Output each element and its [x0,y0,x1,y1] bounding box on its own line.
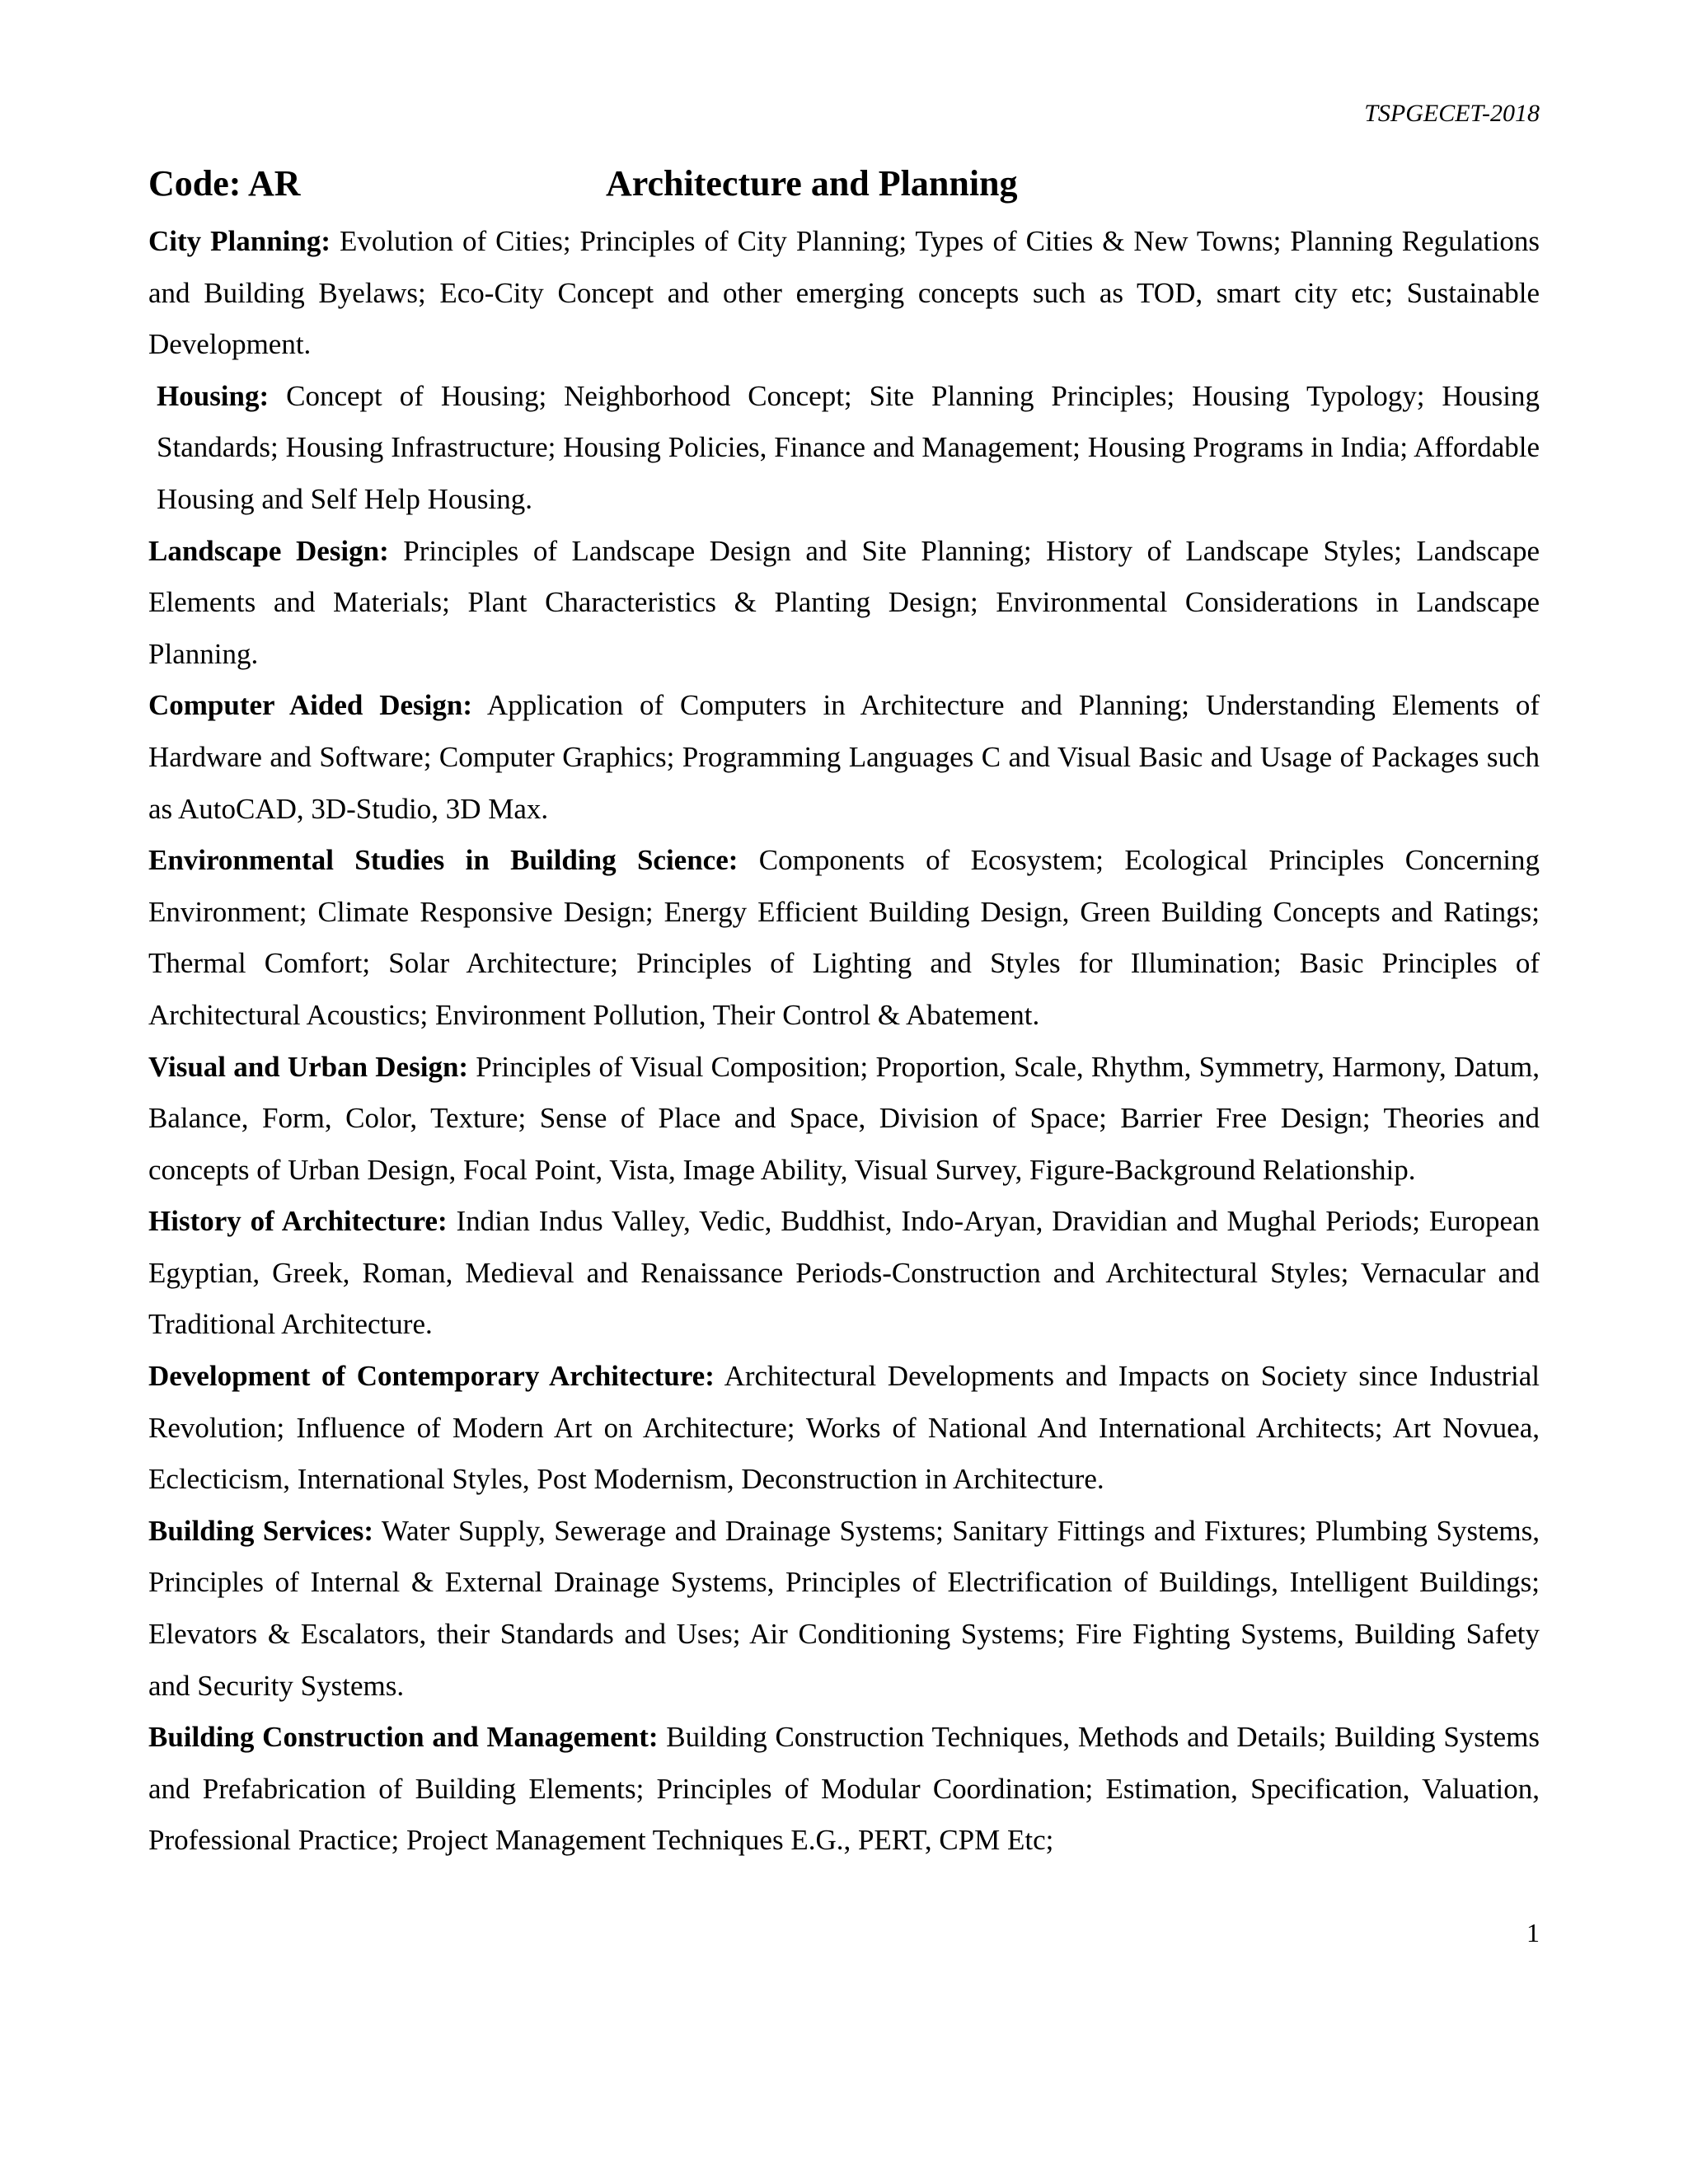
exam-code-header: TSPGECET-2018 [1364,100,1540,127]
section-title: Visual and Urban Design: [148,1050,469,1083]
section-text: Application of Computers in Architecture and Planning; Understanding Elements of Hardware and Software; Computer Graphics; Programming Languages C and Visual Basic and Usage of Packages such as AutoCAD, 3D-Studio, 3D Max. [148,689,1540,825]
syllabus-section-computer-aided-design [148,680,1540,835]
syllabus-section-building-construction [148,1712,1540,1867]
subject-code: Code: AR [148,163,301,204]
section-text: Evolution of Cities; Principles of City Planning; Types of Cities & New Towns; Planning Regulations and Building Byelaws; Eco-City Concept and other emerging concepts such as TOD, smart city etc; Sustainable Development. [148,225,1540,361]
section-text: Concept of Housing; Neighborhood Concept; Site Planning Principles; Housing Typology; Housing Standards; Housing Infrastructure; Housing Policies, Finance and Management; Housing Programs in India; Affordable Housing and Self Help Housing. [157,379,1540,515]
syllabus-content [148,216,1540,1867]
section-text: Building Construction Techniques, Methods and Details; Building Systems and Prefabrication of Building Elements; Principles of Modular Coordination; Estimation, Specification, Valuation, Professional Practice; Project Management Techniques E.G., PERT, CPM Etc; [148,1721,1540,1857]
section-text: Indian Indus Valley, Vedic, Buddhist, Indo-Aryan, Dravidian and Mughal Periods; European Egyptian, Greek, Roman, Medieval and Renaissance Periods-Construction and Architectural Styles; Vernacular and Traditional Architecture. [148,1205,1540,1341]
syllabus-section-housing [148,371,1540,526]
page-number: 1 [1526,1918,1540,1947]
subject-title: Architecture and Planning [606,163,1018,204]
syllabus-section-city-planning [148,216,1540,371]
section-text: Principles of Visual Composition; Proportion, Scale, Rhythm, Symmetry, Harmony, Datum, Balance, Form, Color, Texture; Sense of Place and Space, Division of Space; Barrier Free Design; Theories and concepts of Urban Design, Focal Point, Vista, Image Ability, Visual Survey, Figure-Background Relationship. [148,1050,1540,1186]
section-text: Components of Ecosystem; Ecological Principles Concerning Environment; Climate Responsive Design; Energy Efficient Building Design, Green Building Concepts and Ratings; Thermal Comfort; Solar Architecture; Principles of Lighting and Styles for Illumination; Basic Principles of Architectural Acoustics; Environment Pollution, Their Control & Abatement. [148,844,1540,1031]
section-title: Building Construction and Management: [148,1721,659,1754]
section-title: Building Services: [148,1514,374,1547]
section-title: Development of Contemporary Architecture: [148,1360,715,1393]
syllabus-section-visual-urban-design [148,1042,1540,1197]
section-title: History of Architecture: [148,1205,448,1238]
section-text: Principles of Landscape Design and Site Planning; History of Landscape Styles; Landscape Elements and Materials; Plant Characteristics & Planting Design; Environmental Considerations in Landscape Planning. [148,534,1540,670]
section-title: Housing: [157,379,270,412]
syllabus-section-environmental-studies [148,835,1540,1041]
section-text: Architectural Developments and Impacts on Society since Industrial Revolution; Influence of Modern Art on Architecture; Works of National And International Architects; Art Novuea, Eclecticism, International Styles, Post Modernism, Deconstruction in Architecture. [148,1360,1540,1496]
syllabus-section-landscape-design [148,526,1540,681]
syllabus-section-contemporary-architecture [148,1351,1540,1506]
page-title [148,161,1540,210]
syllabus-section-history-of-architecture [148,1196,1540,1351]
section-title: Landscape Design: [148,534,389,567]
section-text: Water Supply, Sewerage and Drainage Systems; Sanitary Fittings and Fixtures; Plumbing Systems, Principles of Internal & External Drainage Systems, Principles of Electrification of Buildings, Intelligent Buildings; Elevators & Escalators, their Standards and Uses; Air Conditioning Systems; Fire Fighting Systems, Building Safety and Security Systems. [148,1514,1540,1702]
section-title: Environmental Studies in Building Science: [148,844,738,877]
section-title: City Planning: [148,225,331,257]
section-title: Computer Aided Design: [148,689,472,722]
syllabus-section-building-services [148,1506,1540,1712]
